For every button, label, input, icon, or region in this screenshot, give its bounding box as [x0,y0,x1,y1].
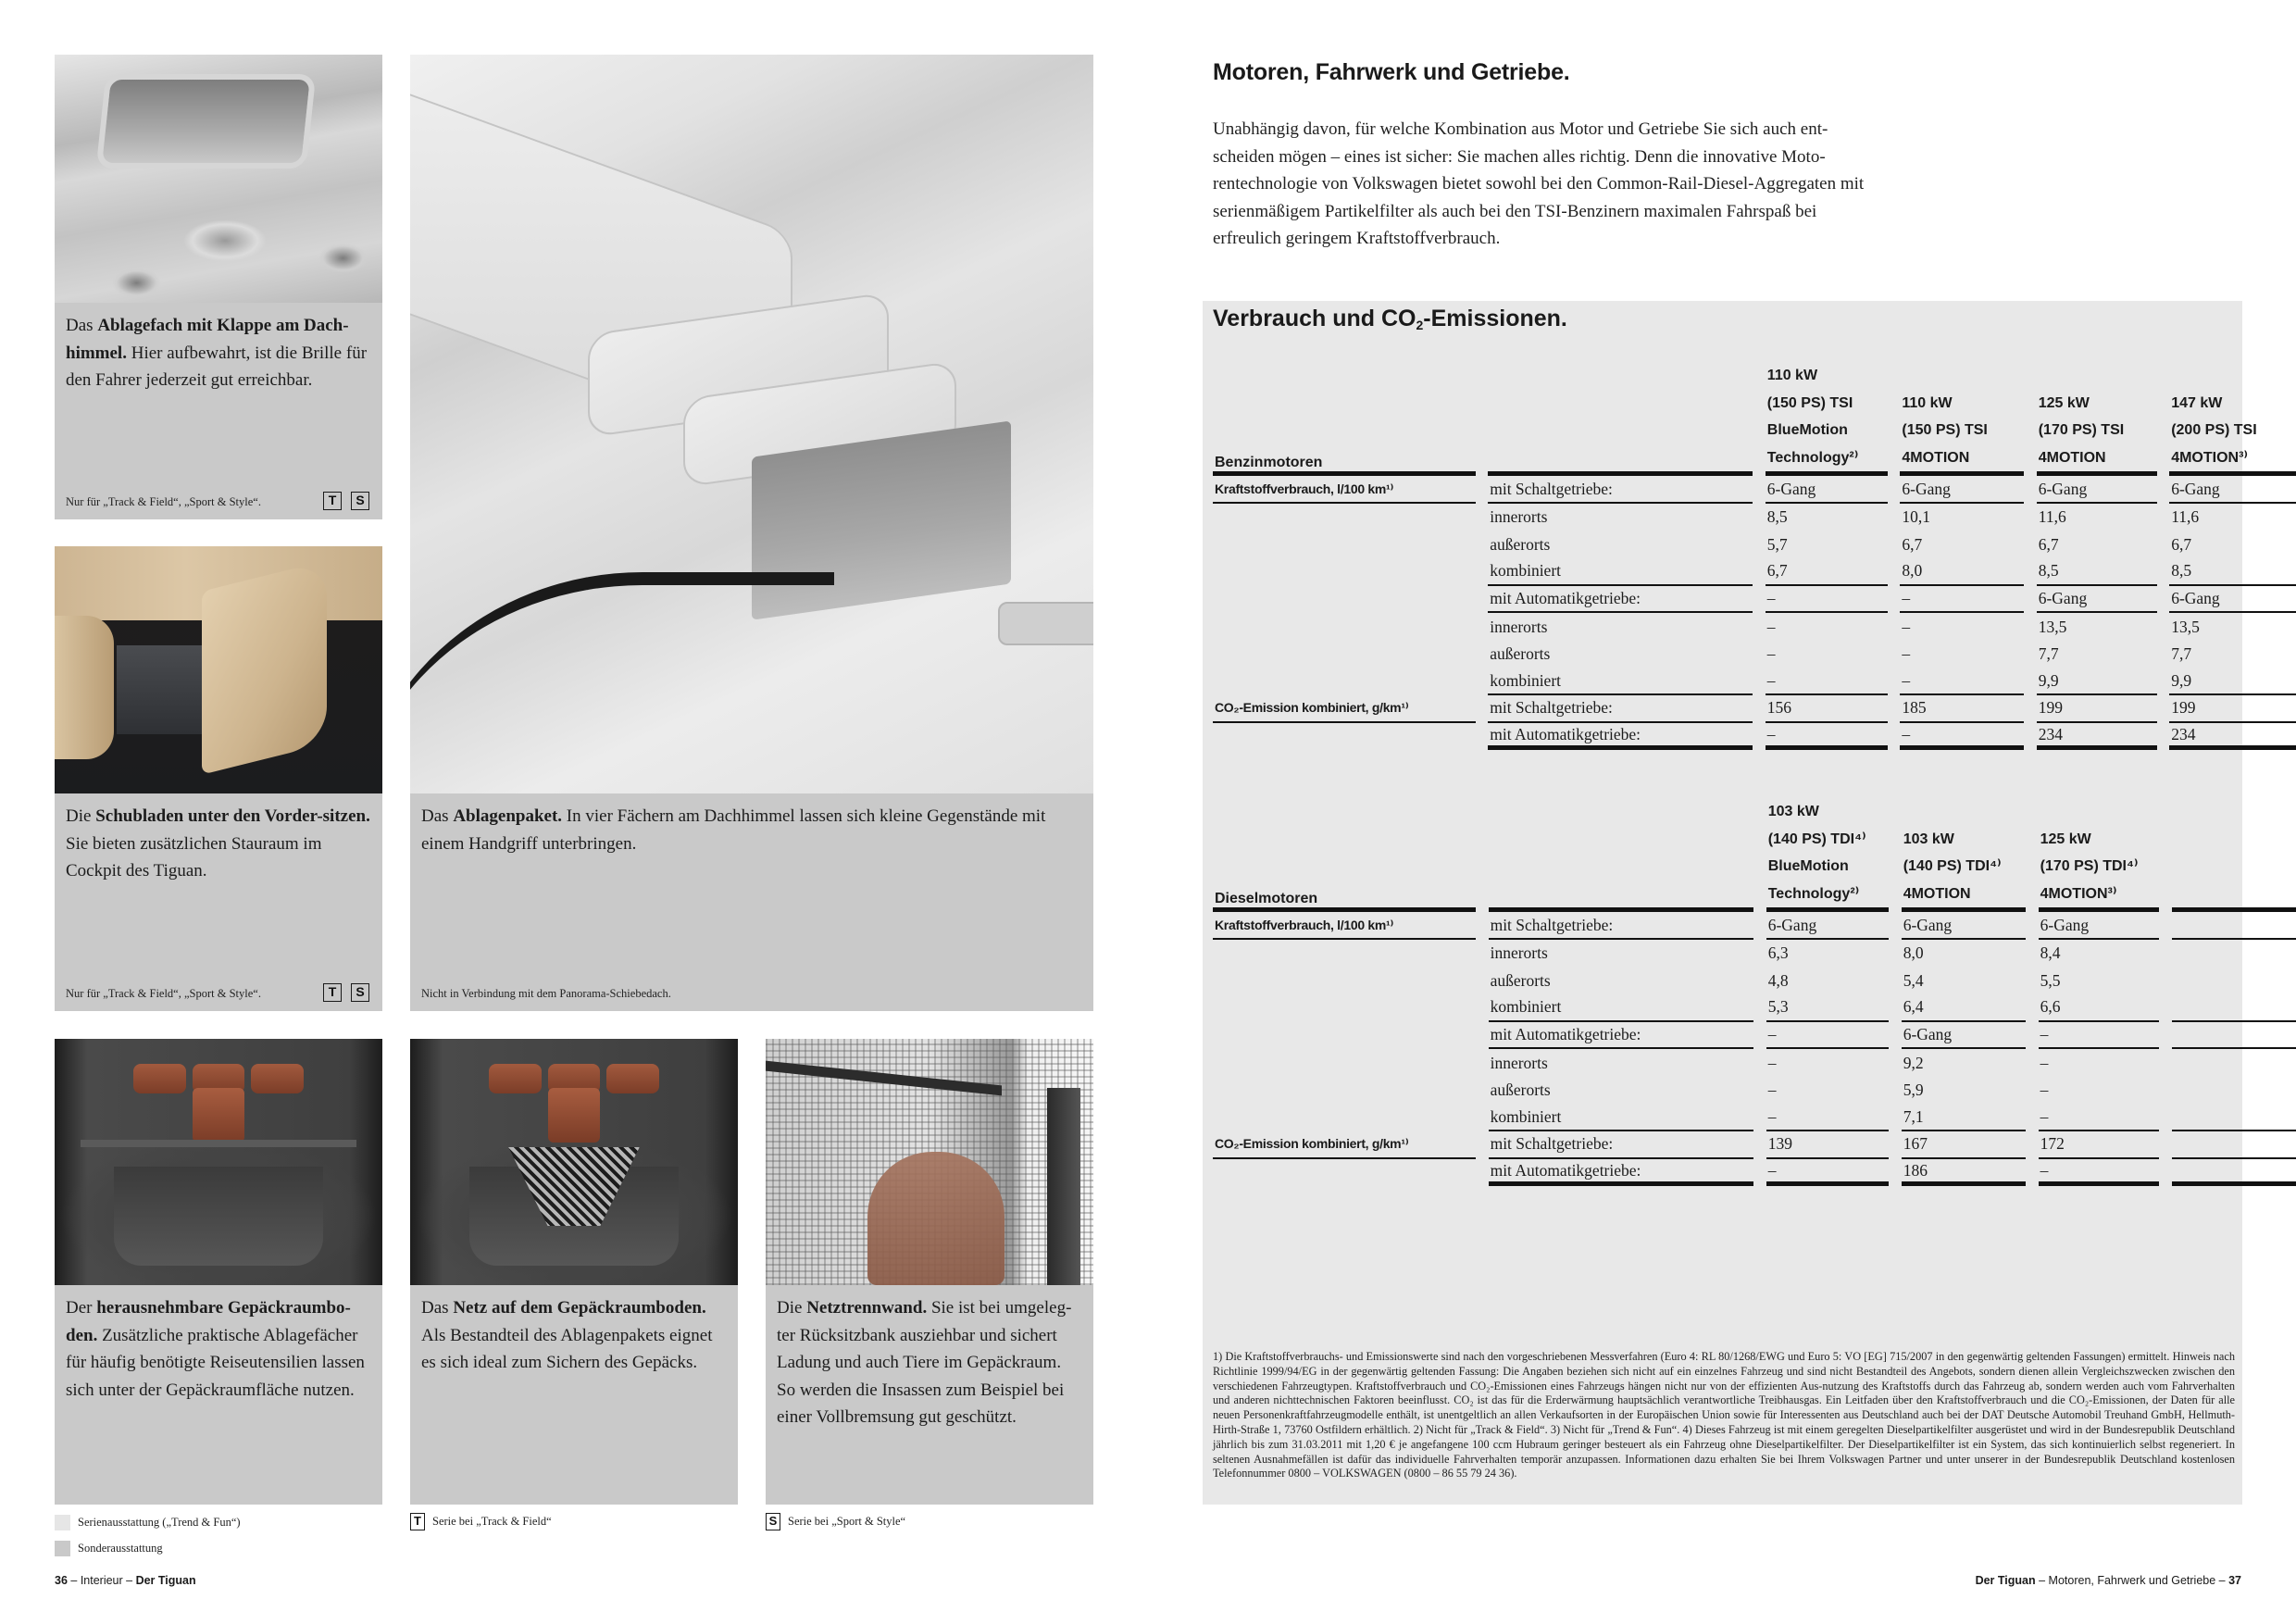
table-row [1213,586,2296,614]
column-header: (140 PS) TDI⁴⁾ [1767,831,1866,847]
sport-style-badge: S [351,983,369,1002]
table-row [1213,723,2296,751]
table-cell: 185 [1900,695,2024,723]
table-row [1213,1159,2296,1187]
row-sublabel: kombiniert [1488,668,1753,696]
table-row [1213,641,2296,668]
table-cell: 7,7 [2171,644,2192,664]
table-cell [2172,1049,2296,1077]
table-row [1213,1077,2296,1105]
row-label [1213,994,1476,1022]
row-sublabel: mit Automatikgetriebe: [1489,1022,1754,1050]
table-cell: 8,5 [2169,558,2296,586]
table-cell: 5,9 [1903,1081,1924,1100]
intro-paragraph: Unabhängig davon, für welche Kombination aus Motor und Getriebe Sie sich auch ent-scheiden mögen – eines ist sicher: Sie machen alles richtig. Denn die innovative Moto-rentechnologie von Volkswagen bietet sowohl bei den Common-Rail-Diesel-Aggregaten mit serienmäßigem Partikelfilter als auch bei den TSI-Benzinern maximalen Fahrspaß bei erfreulich geringem Kraftstoffverbrauch. [1213,119,1865,248]
table-cell: 11,6 [2171,507,2200,527]
row-sublabel: außerorts [1490,970,1551,990]
photo-cargo-net [410,1039,738,1285]
table-cell: 6-Gang [1902,912,2026,940]
column-header: 110 kW [1902,394,1953,411]
page-footer-right: Der Tiguan – Motoren, Fahrwerk und Getriebe – 37 [1975,1574,2241,1587]
table-cell: 8,4 [2040,943,2061,963]
column-header: (170 PS) TDI⁴⁾ [2040,858,2139,875]
caption-bold-title: Netztrennwand. [806,1298,928,1318]
row-label [1213,940,1476,968]
caption-netztrennwand: Die Netztrennwand. Sie ist bei umgeleg-ter Rücksitzbank ausziehbar und sichert Ladung und auch Tiere im Gepäckraum. So werden die Insassen zum Beispiel bei einer Vollbremsung gut geschützt. [766,1285,1093,1505]
table-cell: 167 [1902,1131,2026,1159]
caption-bold-title: herausnehmbare Gepäckraumbo-den. [66,1298,351,1345]
row-label [1213,1105,1476,1132]
column-header: Technology²⁾ [1766,881,1889,913]
footnotes: 1) Die Kraftstoffverbrauchs- und Emissionswerte sind nach den vorgeschriebenen Messverfahren (Euro 4: RL 80/1268/EWG und Euro 5: VO [EG] 715/2007 in den gegenwärtig geltenden Fassungen) ermittelt. Hinweis nach Richtlinie 1999/94/EG in der gegenwärtig geltenden Fassung: Die Angaben beziehen sich nicht auf ein einzelnes Fahrzeug und sind nicht Bestandteil des Angebots, sondern dienen allein Vergleichszwecken zwischen den verschiedenen Fahrzeugtypen. Kraftstoffverbrauch und CO₂-Emissionen eines Fahrzeugs hängen nicht nur von der effizienten Aus-nutzung des Kraftstoffs durch das Fahrzeug ab, sondern werden auch vom Fahrverhalten und anderen nichttechnischen Faktoren beeinflusst. CO₂ ist das für die Erderwärmung hauptsächlich verantwortliche Treibhausgas. Ein Leitfaden über den Kraftstoffverbrauch und die CO₂-Emissionen, der Daten für alle neuen Personenkraftfahrzeugmodelle enthält, ist unentgeltlich an allen Verkaufsorten in der Europäischen Union sowie für Interessenten aus Deutschland auch bei der DAT Deutsche Automobil Treuhand GmbH, Hellmuth-Hirth-Straße 1, 73760 Ostfildern erhältlich. 2) Nicht für „Track & Field“. 3) Nicht für „Trend & Fun“. 4) Dieses Fahrzeug ist mit einem geregelten Dieselpartikelfilter ausgerüstet und wird in der Bundesrepublik Deutschland jährlich bis zum 31.03.2011 mit 1,20 € je angefangene 100 ccm Hubraum geringer besteuert als ein Fahrzeug ohne Dieselpartikelfilter. Der Dieselpartikelfilter ist ein System, das sich kontinuierlich selbst regeneriert. In seltenen Ausnahmefällen ist dafür das individuelle Fahrverhalten temporär anzupassen. Informationen dazu erhalten Sie bei Ihrem Volkswagen Partner und unter unserer in der Bundesrepublik Deutschland kostenlosen Telefonnummer 0800 – VOLKSWAGEN (0800 – 86 55 79 24 36). [1213,1350,2235,1480]
table-cell: 5,5 [2040,970,2061,990]
table-cell: 7,7 [2038,644,2059,664]
column-header: (150 PS) TSI [1766,394,1853,411]
row-label [1213,1159,1476,1187]
caption-netz: Das Netz auf dem Gepäckraumboden. Als Bestandteil des Ablagenpakets eignet es sich ideal zum Sichern des Gepäcks. [410,1285,738,1505]
column-header: 147 kW [2171,394,2223,411]
row-sublabel: mit Automatikgetriebe: [1489,1159,1754,1187]
table-row [1213,476,2296,504]
row-sublabel: innerorts [1490,617,1548,636]
column-header: 4MOTION [1902,881,2026,913]
table-cell: 234 [2037,723,2157,751]
table-row [1213,695,2296,723]
column-header: 110 kW [1766,368,1818,383]
table-cell: – [1900,668,2024,696]
row-label [1213,613,1476,641]
row-label [1213,968,1476,995]
table-cell: 6,6 [2039,994,2159,1022]
caption-bold-title: Schubladen unter den Vorder-sitzen. [95,806,370,826]
table-cell: 5,7 [1766,534,1788,554]
page-title: Motoren, Fahrwerk und Getriebe. [1213,59,1570,85]
column-header: 103 kW [1767,804,1819,819]
caption-ablagefach: Das Ablagefach mit Klappe am Dach-himmel. Hier aufbewahrt, ist die Brille für den Fahrer jederzeit gut erreichbar. Nur für „Track & Field“, „Sport & Style“. T S [55,303,382,519]
table-cell: 4,8 [1767,970,1789,990]
table-cell: 6-Gang [1766,476,1888,504]
table-cell: – [1766,668,1888,696]
table-cell: 13,5 [2038,617,2067,636]
column-header: 125 kW [2040,831,2091,847]
column-header: BlueMotion [1767,858,1849,875]
table-cell: – [1766,617,1776,636]
table-cell: 6-Gang [2037,586,2157,614]
table-cell: – [1767,1053,1777,1072]
availability-note: Nur für „Track & Field“, „Sport & Style“. [66,495,261,508]
table-row [1213,668,2296,696]
column-header: 4MOTION³⁾ [2039,881,2159,913]
table-cell: 6-Gang [2169,476,2296,504]
table-cell: – [2039,1105,2159,1132]
table-cell: – [1902,617,1911,636]
row-sublabel: kombiniert [1489,1105,1754,1132]
table-cell: – [1900,723,2024,751]
table-cell: 6,4 [1902,994,2026,1022]
row-sublabel: innerorts [1490,507,1548,527]
availability-note: Nur für „Track & Field“, „Sport & Style“. [66,987,261,1000]
legend-serien: Serienausstattung („Trend & Fun“) [55,1515,241,1530]
table-cell [2172,1077,2296,1105]
sport-style-badge: S [766,1513,780,1530]
table-cell: 5,4 [1903,970,1924,990]
table-cell [2172,994,2296,1022]
table-cell: 6-Gang [1766,912,1889,940]
table-cell: 186 [1902,1159,2026,1187]
table-row [1213,1131,2296,1159]
table-cell: – [1766,586,1888,614]
column-header: 4MOTION [1900,444,2024,477]
table-cell: 6-Gang [1900,476,2024,504]
table-cell: 6,7 [2038,534,2059,554]
petrol-engines-table [1213,362,2296,750]
table-row [1213,1022,2296,1050]
table-cell: 9,9 [2037,668,2157,696]
table-row [1213,968,2296,995]
row-label [1213,641,1476,668]
availability-note: Nicht in Verbindung mit dem Panorama-Schiebedach. [421,987,671,1000]
row-label [1213,1077,1476,1105]
section-label: Benzinmotoren [1213,444,1476,477]
row-label [1213,531,1476,559]
table-cell: – [1902,644,1911,664]
caption-ablagenpaket: Das Ablagenpaket. In vier Fächern am Dachhimmel lassen sich kleine Gegenstände mit einem Handgriff unterbringen. Nicht in Verbindung mit dem Panorama-Schiebedach. [410,793,1093,1011]
table-row [1213,558,2296,586]
row-sublabel: kombiniert [1489,994,1754,1022]
table-cell: – [2039,1022,2159,1050]
sonder-swatch [55,1541,70,1556]
table-cell: – [1767,1081,1777,1100]
diesel-engines-table [1213,798,2296,1186]
column-header: 103 kW [1903,831,1954,847]
table-cell: 7,1 [1902,1105,2026,1132]
row-label [1213,558,1476,586]
table-cell [2172,940,2296,968]
caption-gepaeckraumboden: Der herausnehmbare Gepäckraumbo-den. Zusätzliche praktische Ablagefächer für häufig benötigte Reiseutensilien lassen sich unter der Gepäckraumfläche nutzen. [55,1285,382,1505]
table-row [1213,1105,2296,1132]
row-label [1213,586,1476,614]
caption-bold-title: Netz auf dem Gepäckraumboden. [453,1298,706,1318]
table-cell: 9,9 [2169,668,2296,696]
row-sublabel: mit Schaltgetriebe: [1489,912,1754,940]
table-row [1213,531,2296,559]
table-cell: – [1766,1022,1889,1050]
table-cell: 6-Gang [2037,476,2157,504]
table-cell: 199 [2169,695,2296,723]
row-label: CO₂-Emission kombiniert, g/km¹⁾ [1213,1131,1476,1159]
table-cell: – [1766,723,1888,751]
row-sublabel: mit Automatikgetriebe: [1488,586,1753,614]
column-header: 4MOTION [2037,444,2157,477]
column-header: 4MOTION³⁾ [2169,444,2296,477]
row-sublabel: außerorts [1490,644,1551,664]
table-cell: – [2040,1053,2049,1072]
table-cell: – [1900,586,2024,614]
photo-overhead-console [55,55,382,303]
table-row [1213,504,2296,531]
table-cell: 13,5 [2171,617,2200,636]
table-cell [2172,968,2296,995]
table-cell: 139 [1766,1131,1889,1159]
table-cell: 8,0 [1903,943,1924,963]
table-cell: 8,5 [2037,558,2157,586]
table-cell: 8,5 [1766,507,1788,527]
serien-swatch [55,1515,70,1530]
table-row [1213,912,2296,940]
table-cell: 6-Gang [2169,586,2296,614]
table-row [1213,994,2296,1022]
table-cell: 8,0 [1900,558,2024,586]
table-cell: 6,3 [1767,943,1789,963]
row-sublabel: mit Schaltgetriebe: [1489,1131,1754,1159]
sport-style-badge: S [351,492,369,510]
column-header: BlueMotion [1766,422,1848,439]
table-cell: 6,7 [2171,534,2192,554]
photo-removable-floor [55,1039,382,1285]
track-field-badge: T [323,983,342,1002]
table-cell: – [1766,644,1776,664]
row-label [1213,1022,1476,1050]
table-cell: – [1766,1159,1889,1187]
caption-bold-title: Ablagenpaket. [453,806,563,826]
section-label: Dieselmotoren [1213,881,1476,913]
table-cell [2172,912,2296,940]
legend-track-field: T Serie bei „Track & Field“ [410,1513,552,1530]
table-cell: 234 [2169,723,2296,751]
column-header: (150 PS) TSI [1902,422,1988,439]
column-header: (200 PS) TSI [2171,422,2257,439]
table-cell: 9,2 [1903,1053,1924,1072]
row-label [1213,1049,1476,1077]
table-cell [2172,1131,2296,1159]
emissions-heading: Verbrauch und $CO_2$-Emissionen. [1213,306,1567,332]
page-footer-left: 36 – Interieur – Der Tiguan [55,1574,196,1587]
column-header: 125 kW [2038,394,2090,411]
table-cell: 172 [2039,1131,2159,1159]
table-cell: 156 [1766,695,1888,723]
column-header: (140 PS) TDI⁴⁾ [1903,858,2002,875]
table-cell: – [2040,1081,2049,1100]
column-header: Technology²⁾ [1766,444,1888,477]
column-header: (170 PS) TSI [2038,422,2125,439]
photo-seat-drawer [55,546,382,793]
row-label [1213,723,1476,751]
row-sublabel: mit Schaltgetriebe: [1488,695,1753,723]
row-sublabel: innerorts [1490,1053,1548,1072]
table-row [1213,940,2296,968]
row-label: CO₂-Emission kombiniert, g/km¹⁾ [1213,695,1476,723]
table-cell: 6,7 [1766,558,1888,586]
row-label [1213,668,1476,696]
row-sublabel: innerorts [1490,943,1548,963]
row-label: Kraftstoffverbrauch, l/100 km¹⁾ [1213,476,1476,504]
table-cell: 199 [2037,695,2157,723]
photo-net-partition [766,1039,1093,1285]
row-sublabel: mit Automatikgetriebe: [1488,723,1753,751]
table-cell [2172,1022,2296,1050]
row-label: Kraftstoffverbrauch, l/100 km¹⁾ [1213,912,1476,940]
caption-bold-title: Ablagefach mit Klappe am Dach-himmel. [66,316,349,363]
table-cell: 5,3 [1766,994,1889,1022]
table-cell [2172,1159,2296,1187]
table-cell: – [1766,1105,1889,1132]
track-field-badge: T [323,492,342,510]
table-cell: 6-Gang [1902,1022,2026,1050]
row-label [1213,504,1476,531]
table-row [1213,613,2296,641]
photo-ceiling-storage [410,55,1093,793]
legend-sport-style: S Serie bei „Sport & Style“ [766,1513,905,1530]
table-cell: 10,1 [1902,507,1931,527]
table-cell: 6,7 [1902,534,1923,554]
caption-schubladen: Die Schubladen unter den Vorder-sitzen. Sie bieten zusätzlichen Stauraum im Cockpit des Tiguan. Nur für „Track & Field“, „Sport & Style“. T S [55,793,382,1011]
table-cell: – [2039,1159,2159,1187]
row-sublabel: außerorts [1490,534,1551,554]
table-cell: 11,6 [2038,507,2066,527]
legend-sonder: Sonderausstattung [55,1541,163,1556]
row-sublabel: außerorts [1490,1081,1551,1100]
table-row [1213,1049,2296,1077]
table-cell [2172,1105,2296,1132]
row-sublabel: kombiniert [1488,558,1753,586]
table-cell: 6-Gang [2039,912,2159,940]
row-sublabel: mit Schaltgetriebe: [1488,476,1753,504]
track-field-badge: T [410,1513,425,1530]
